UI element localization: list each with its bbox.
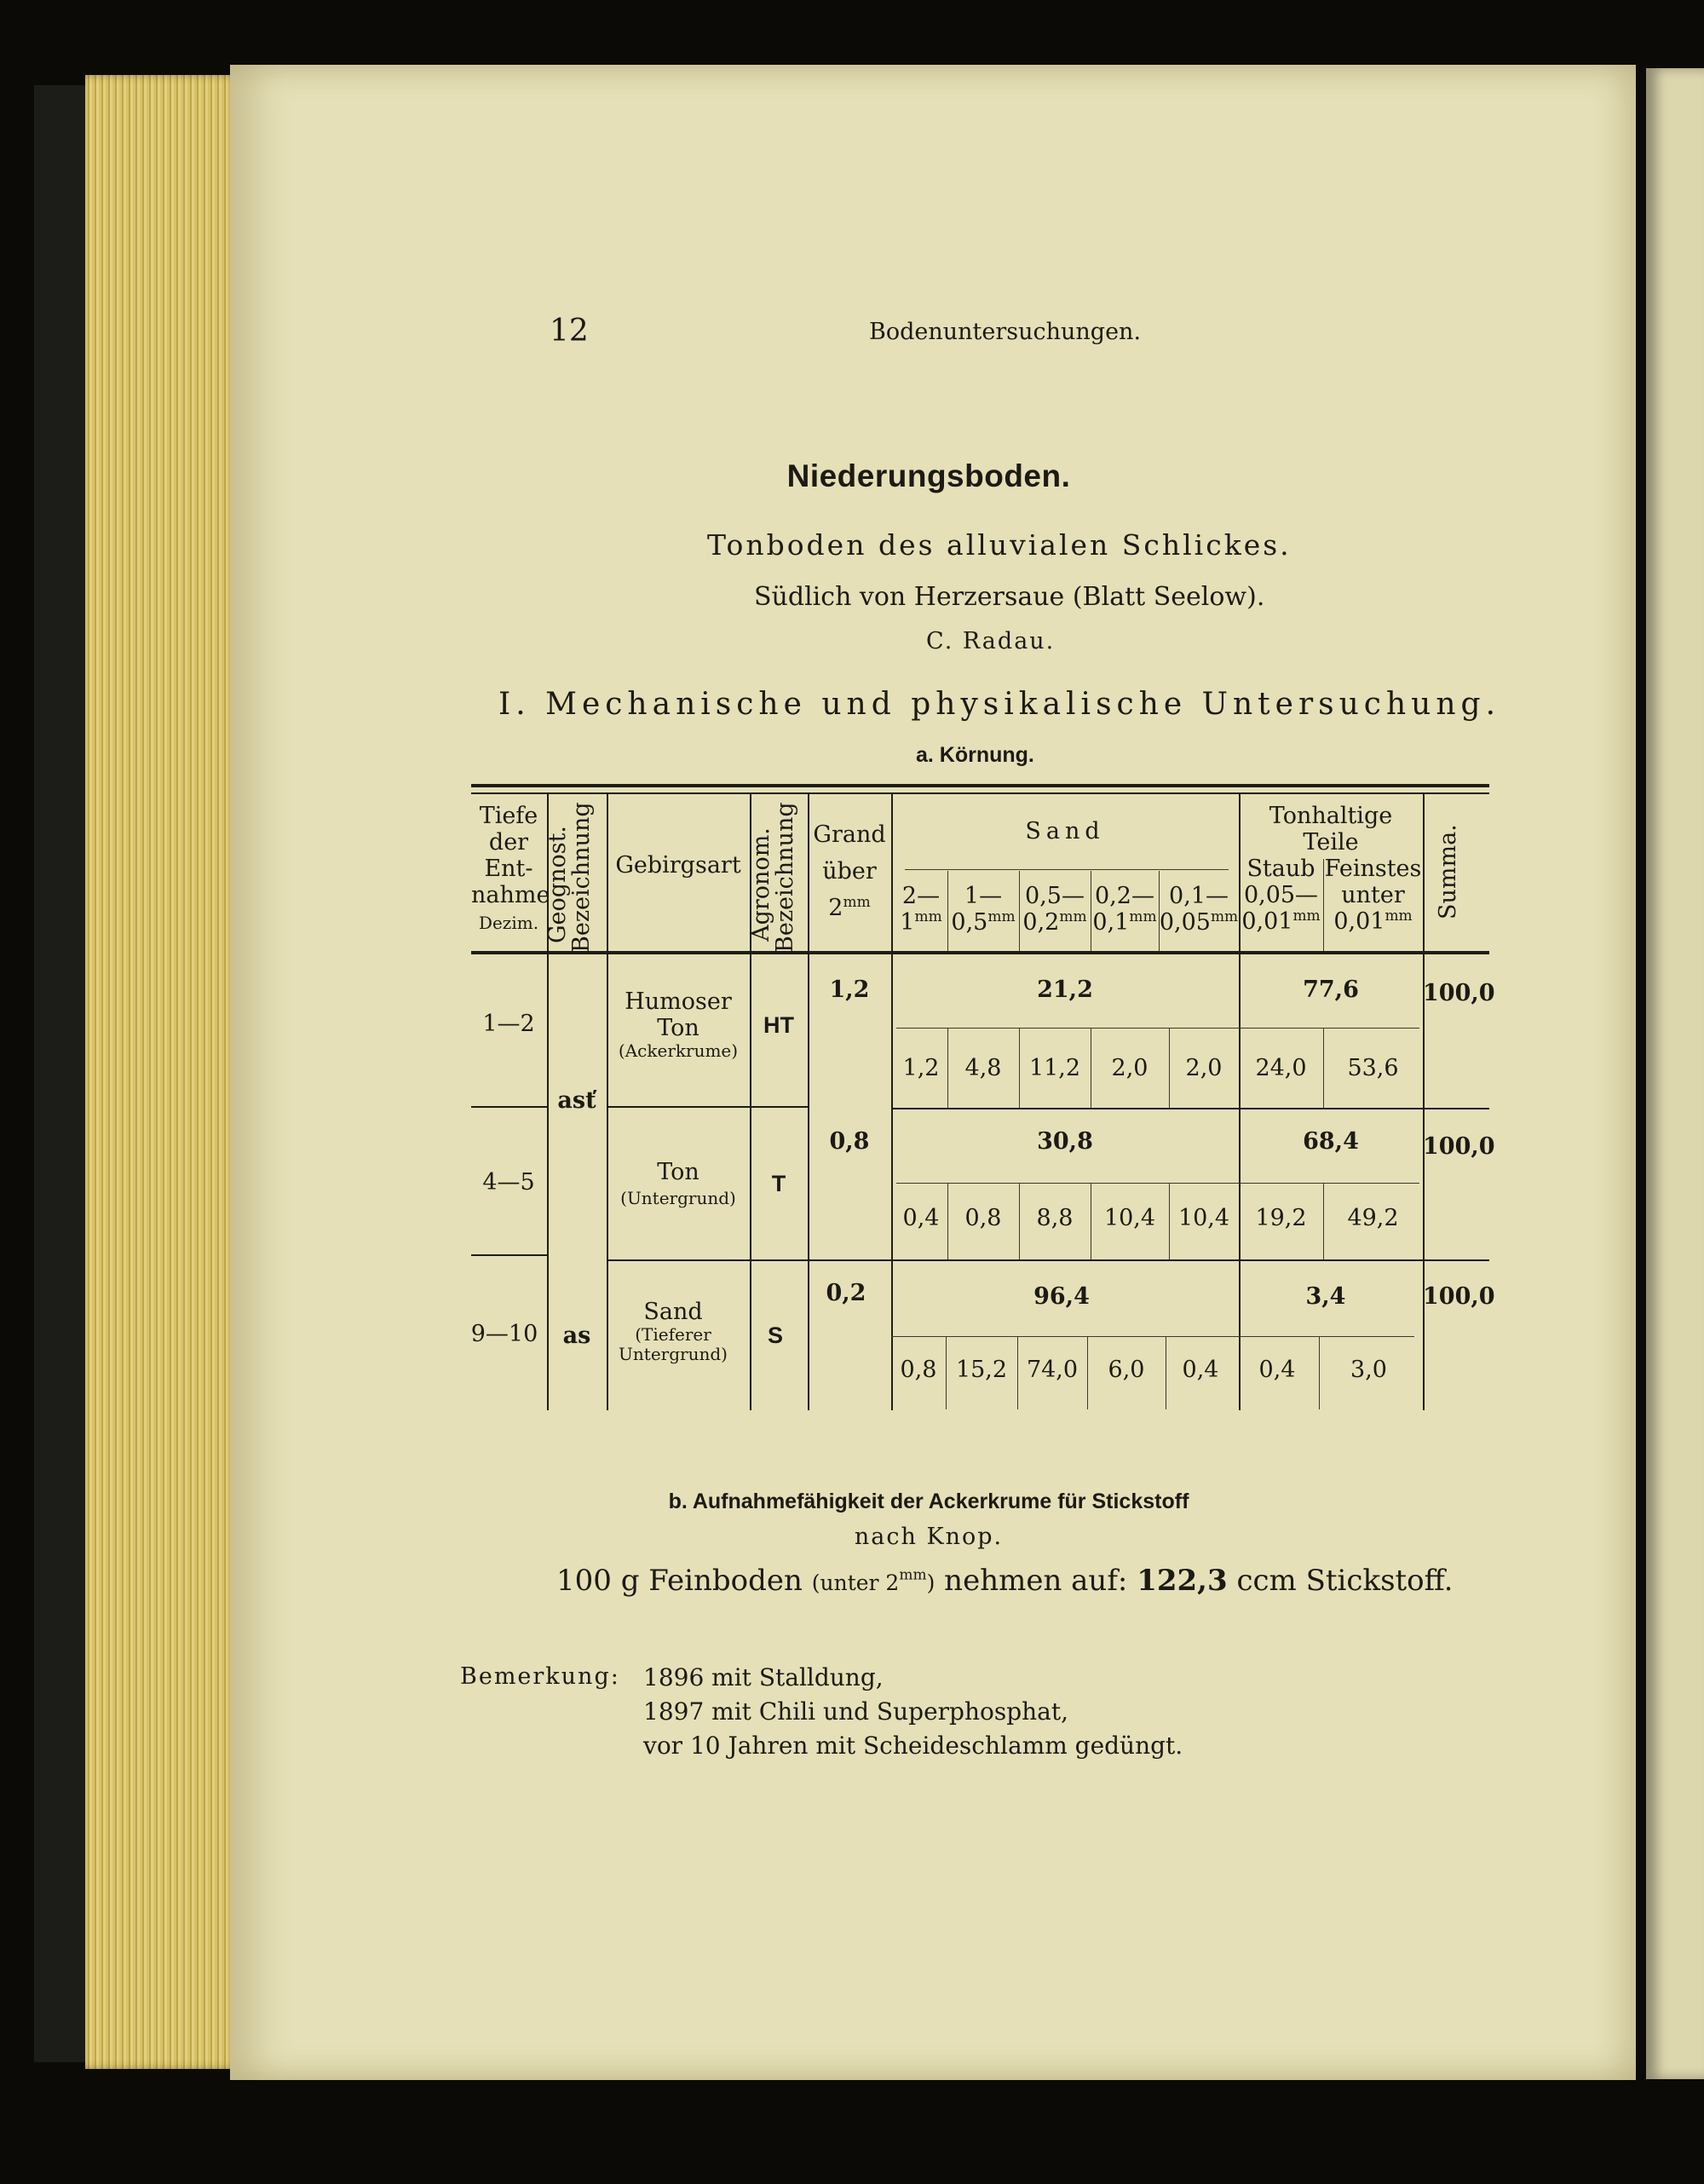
row2-gebirgsart-note: (Untergrund) [620, 1188, 736, 1209]
header-sand-col-3-bottom: 0,2 [1022, 909, 1060, 936]
header-feinstes-unit: mm [1384, 908, 1413, 925]
row3-sand-total: 96,4 [1033, 1283, 1090, 1310]
row3-agronom: S [767, 1323, 783, 1348]
header-sand-col-4-unit: mm [1129, 908, 1157, 926]
row2-sand-3: 8,8 [1036, 1205, 1074, 1231]
header-feinstes-2: unter [1341, 882, 1405, 909]
header-grand-2: über [822, 858, 877, 885]
header-grand-unit: mm [843, 894, 871, 912]
remark-label: Bemerkung: [460, 1663, 620, 1690]
row3-depth: 9—10 [470, 1321, 538, 1347]
row3-sand-4: 6,0 [1108, 1357, 1145, 1383]
header-sand-col-2-top: 1— [964, 883, 1003, 909]
row3-sand-5: 0,4 [1182, 1357, 1219, 1383]
header-agronom-2: Bezeichnung [772, 802, 799, 953]
header-agronom [748, 802, 808, 953]
statement-part-3: ) [926, 1570, 935, 1595]
header-tiefe-unit: Dezim. [478, 913, 539, 934]
row3-ton-total: 3,4 [1305, 1283, 1346, 1310]
statement-unit: mm [899, 1566, 927, 1584]
row1-grand: 1,2 [829, 977, 870, 1003]
header-sand-col-2-unit: mm [987, 908, 1016, 926]
row1-sand-3: 11,2 [1028, 1055, 1081, 1081]
author: C. Radau. [926, 628, 1056, 654]
row2-gebirgsart: Ton [657, 1159, 699, 1185]
header-tiefe-1: Tiefe [479, 803, 538, 829]
row1-gebirgsart-1: Humoser [625, 988, 732, 1015]
row1-sand-1: 1,2 [902, 1055, 940, 1081]
row1-sand-total: 21,2 [1037, 977, 1093, 1003]
row1-staub: 24,0 [1255, 1055, 1307, 1081]
header-sand-col-3-top: 0,5— [1025, 883, 1085, 909]
row1-gebirgsart-note: (Ackerkrume) [618, 1040, 739, 1062]
header-sand-col-5-bottom: 0,05 [1159, 909, 1211, 936]
row2-sand-4: 10,4 [1103, 1205, 1156, 1231]
header-geognost [544, 802, 604, 953]
statement-part-5: ccm Stickstoff. [1236, 1564, 1454, 1598]
row3-gebirgsart-note-2: Untergrund) [619, 1344, 728, 1365]
row1-agronom: HT [763, 1012, 794, 1038]
row2-feinstes: 49,2 [1347, 1205, 1399, 1231]
row2-sand-total: 30,8 [1037, 1128, 1093, 1155]
row3-geognost: as [562, 1323, 591, 1349]
header-feinstes-1: Feinstes [1324, 856, 1422, 882]
row1-sand-2: 4,8 [964, 1055, 1002, 1081]
header-staub-2: 0,05— [1243, 882, 1319, 909]
header-sand-col-3-unit: mm [1059, 908, 1087, 926]
row2-summa: 100,0 [1423, 1133, 1495, 1160]
header-feinstes-3: 0,01 [1333, 908, 1385, 936]
header-agronom-1: Agronom. [748, 827, 774, 942]
header-sand-col-5-unit: mm [1210, 908, 1239, 926]
header-tiefe-3: Ent- [484, 856, 533, 883]
header-summa: Summa. [1435, 824, 1461, 919]
b-subheading: nach Knop. [854, 1524, 1004, 1550]
header-staub-1: Staub [1246, 856, 1315, 882]
row1-gebirgsart-2: Ton [657, 1015, 699, 1042]
location-line: Südlich von Herzersaue (Blatt Seelow). [754, 582, 1265, 612]
header-sand-col-4-bottom: 0,1 [1092, 909, 1130, 936]
statement-value: 122,3 [1137, 1564, 1228, 1598]
row1-summa: 100,0 [1423, 980, 1495, 1006]
b-heading: b. Aufnahmefähigkeit der Ackerkrume für Stickstoff [668, 1490, 1189, 1513]
row3-grand: 0,2 [826, 1280, 866, 1306]
statement-part-4: nehmen auf: [944, 1564, 1128, 1598]
page-edges [85, 75, 239, 2069]
header-grand-1: Grand [813, 821, 886, 848]
header-grand-3: 2 [828, 895, 843, 922]
row2-sand-2: 0,8 [964, 1205, 1002, 1231]
header-geognost-1: Geognost. [544, 825, 571, 944]
sub-heading: a. Körnung. [916, 743, 1034, 767]
remark-line-1: 1896 mit Stalldung, [643, 1663, 884, 1691]
row2-agronom: T [771, 1171, 786, 1196]
header-sand-col-2-bottom: 0,5 [951, 909, 988, 936]
header-sand-col-4-top: 0,2— [1095, 883, 1154, 909]
header-staub-unit: mm [1292, 908, 1321, 925]
row3-sand-1: 0,8 [900, 1357, 937, 1383]
part-heading: I. Mechanische und physikalische Untersuchung. [498, 687, 1501, 722]
row1-ton-total: 77,6 [1303, 977, 1359, 1003]
statement-part-1: 100 g Feinboden [556, 1564, 803, 1598]
row3-feinstes: 3,0 [1350, 1357, 1387, 1383]
subtitle: Tonboden des alluvialen Schlickes. [707, 528, 1292, 562]
page-number: 12 [550, 314, 589, 349]
row1-sand-4: 2,0 [1111, 1055, 1148, 1081]
row1-depth: 1—2 [482, 1011, 535, 1037]
row2-staub: 19,2 [1255, 1205, 1307, 1231]
header-sand: Sand [1025, 818, 1105, 844]
row3-staub: 0,4 [1258, 1357, 1296, 1383]
section-title: Niederungsboden. [786, 458, 1071, 493]
header-geognost-2: Bezeichnung [568, 802, 596, 953]
row3-sand-2: 15,2 [955, 1357, 1008, 1383]
row3-sand-3: 74,0 [1026, 1357, 1079, 1383]
header-sand-col-1-bottom: 1 [900, 909, 915, 936]
header-gebirgsart: Gebirgsart [615, 852, 741, 879]
row1-feinstes: 53,6 [1347, 1055, 1399, 1081]
header-tiefe-4: nahme [471, 882, 550, 909]
header-staub-3: 0,01 [1241, 908, 1293, 936]
geognost-shared: asť [557, 1087, 596, 1114]
header-tonhaltige-1: Tonhaltige [1269, 803, 1393, 829]
header-tonhaltige-2: Teile [1303, 829, 1359, 856]
row3-gebirgsart: Sand [643, 1299, 703, 1325]
row2-grand: 0,8 [829, 1128, 870, 1155]
header-sand-col-1-top: 2— [901, 883, 941, 909]
row1-sand-5: 2,0 [1185, 1055, 1223, 1081]
remark-line-2: 1897 mit Chili und Superphosphat, [643, 1697, 1069, 1726]
header-sand-col-1-unit: mm [914, 908, 942, 926]
header-sand-col-5-top: 0,1— [1169, 883, 1229, 909]
row2-ton-total: 68,4 [1303, 1128, 1359, 1155]
running-head: Bodenuntersuchungen. [869, 319, 1142, 345]
row2-sand-1: 0,4 [902, 1205, 940, 1231]
nitrogen-statement [556, 1564, 1453, 1598]
facing-page-edge [1646, 68, 1704, 2079]
row3-gebirgsart-note: (Tieferer [635, 1324, 711, 1346]
header-tiefe-2: der [488, 829, 529, 856]
remark-line-3: vor 10 Jahren mit Scheideschlamm gedüngt. [643, 1732, 1183, 1760]
row2-sand-5: 10,4 [1177, 1205, 1230, 1231]
row3-summa: 100,0 [1423, 1283, 1495, 1310]
statement-part-2: (unter 2 [811, 1570, 900, 1595]
row2-depth: 4—5 [482, 1169, 535, 1196]
